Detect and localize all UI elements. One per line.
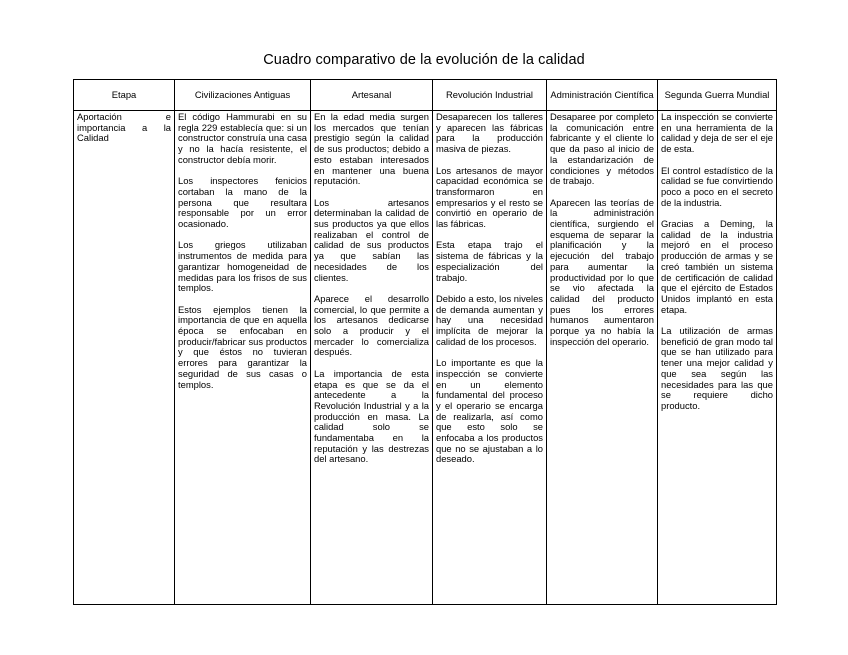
- cell-paragraph: Gracias a Deming, la calidad de la industria mejoró en el proceso producción de armas y se creó también un sistema de certificación de calidad que el ejército de Estados Unidos implantó en esta etapa.: [661, 218, 773, 315]
- header-etapa: Etapa: [74, 80, 175, 111]
- header-segunda-guerra-mundial: Segunda Guerra Mundial: [658, 80, 777, 111]
- header-civilizaciones-antiguas: Civilizaciones Antiguas: [175, 80, 311, 111]
- header-artesanal: Artesanal: [311, 80, 433, 111]
- cell-paragraph: Lo importante es que la inspección se convierte en un elemento fundamental del proceso y el operario se encarga de realizarla, así como que esto solo se enfocaba a los productos que no se ajustaban a lo deseado.: [436, 357, 543, 465]
- row-label-cell: Aportación e importancia a la Calidad: [74, 111, 175, 605]
- cell-paragraph: Esta etapa trajo el sistema de fábricas y la especialización del trabajo.: [436, 239, 543, 283]
- header-row: [74, 80, 777, 111]
- cell-paragraph: Debido a esto, los niveles de demanda aumentan y hay una necesidad implícita de mejorar la calidad de los procesos.: [436, 292, 543, 347]
- table-row: [74, 111, 777, 605]
- cell-paragraph: Los artesanos de mayor capacidad económica se transformaron en empresarios y el resto se convirtió en operario de las fábricas.: [436, 164, 543, 230]
- cell-paragraph: En la edad media surgen los mercados que tenían prestigio según la calidad de sus productos; debido a esto estaban interesados en mantener una buena reputación.: [314, 111, 429, 187]
- cell-paragraph: El control estadístico de la calidad se fue convirtiendo poco a poco en el secreto de la industria.: [661, 164, 773, 208]
- cell-paragraph: Los inspectores fenicios cortaban la mano de la persona que resultara responsable por un error ocasionado.: [178, 175, 307, 230]
- cell-paragraph: Los artesanos determinaban la calidad de sus productos ya que ellos realizaban el control de calidad de sus productos ya que sabían las necesidades de los clientes.: [314, 196, 429, 283]
- cell-civilizaciones-antiguas: [175, 111, 311, 605]
- cell-paragraph: Aparece el desarrollo comercial, lo que permite a los artesanos dedicarse solo a producir y el mercader lo comercializa después.: [314, 292, 429, 358]
- cell-paragraph: La inspección se convierte en una herramienta de la calidad y deja de ser el eje de esta.: [661, 111, 773, 155]
- cell-paragraph: La importancia de esta etapa es que se da el antecedente a la Revolución Industrial y a la producción en masa. La calidad solo se fundamentaba en la reputación y las destrezas del artesano.: [314, 367, 429, 465]
- cell-paragraph: Estos ejemplos tienen la importancia de que en aquella época se enfocaban en producir/fabricar sus productos y que éstos no tuvieran errores para garantizar la seguridad de sus casas o templos.: [178, 303, 307, 390]
- cell-paragraph: Aparecen las teorías de la administración científica, surgiendo el esquema de separar la planificación y la ejecución del trabajo para aumentar la productividad por lo que se vio afectada la calidad del producto pues los errores humanos aumentaron porque ya no había la inspección del operario.: [550, 196, 654, 347]
- header-administracion-cientifica: Administración Científica: [547, 80, 658, 111]
- cell-administracion-cientifica: [547, 111, 658, 605]
- cell-paragraph: Desaparecen los talleres y aparecen las fábricas para la producción masiva de piezas.: [436, 111, 543, 155]
- page-title: Cuadro comparativo de la evolución de la calidad: [263, 52, 585, 68]
- cell-paragraph: El código Hammurabi en su regla 229 establecía que: si un constructor construía una casa y no la hacía resistente, el constructor debía morir.: [178, 111, 307, 165]
- header-revolucion-industrial: Revolución Industrial: [433, 80, 547, 111]
- cell-paragraph: Los griegos utilizaban instrumentos de medida para garantizar homogeneidad de medidas para los frisos de sus templos.: [178, 239, 307, 294]
- cell-paragraph: La utilización de armas benefició de gran modo tal que se han utilizado para tener una mejor calidad y que sea según las necesidades para las que se requiere dicho producto.: [661, 325, 773, 411]
- cell-revolucion-industrial: [433, 111, 547, 605]
- comparison-table: [73, 79, 777, 605]
- cell-segunda-guerra-mundial: [658, 111, 777, 605]
- cell-paragraph: Desaparee por completo la comunicación entre fabricante y el cliente lo que da paso al inicio de la estandarización de condiciones y métodos de trabajo.: [550, 111, 654, 187]
- cell-artesanal: [311, 111, 433, 605]
